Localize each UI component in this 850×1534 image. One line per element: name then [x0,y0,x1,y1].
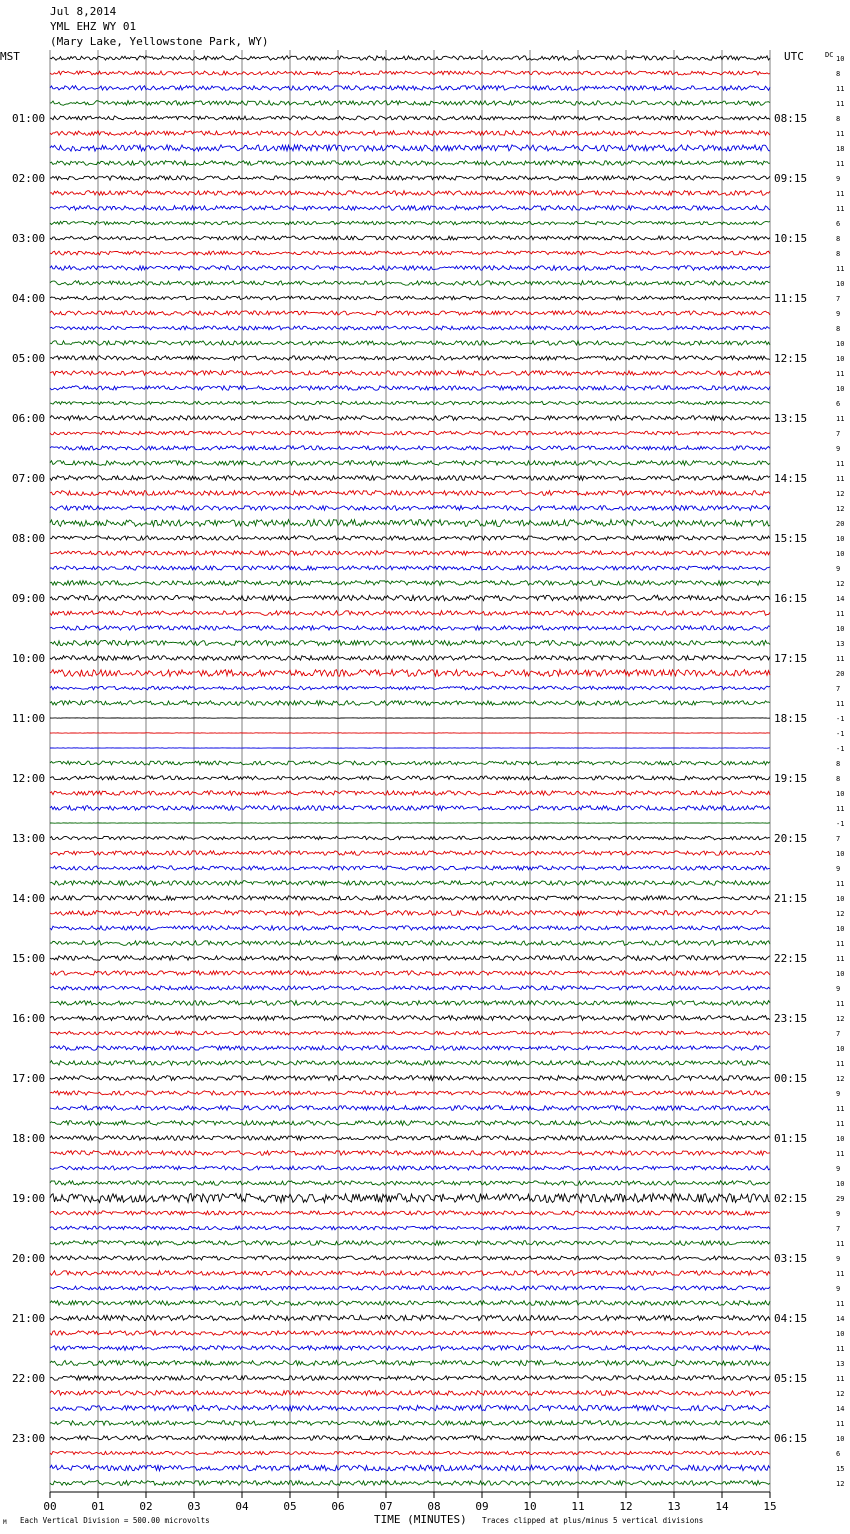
dc-offset-label: 8 [836,70,841,78]
seismic-trace [50,1226,770,1230]
utc-hour-label: 15:15 [774,532,808,545]
seismic-trace [50,956,770,961]
seismic-trace [50,296,770,300]
seismic-trace [50,626,770,630]
mst-hour-label: 18:00 [12,1132,46,1145]
seismic-trace [50,1016,770,1021]
x-tick-label: 00 [43,1500,57,1513]
dc-offset-label: 10 [836,550,845,558]
seismic-trace [50,551,770,555]
dc-offset-label: 11 [836,655,845,663]
seismic-trace [50,1194,770,1203]
mst-hour-label: 14:00 [12,892,46,905]
seismic-trace [50,476,770,481]
seismic-trace [50,701,770,706]
dc-offset-label: 10 [836,355,845,363]
dc-offset-label: 6 [836,1450,841,1458]
dc-offset-label: 10 [836,1330,845,1338]
dc-offset-label: 12 [836,580,845,588]
mst-hour-label: 05:00 [12,352,46,365]
seismic-trace [50,491,770,496]
dc-offset-label: 10 [836,1045,845,1053]
seismic-trace [50,401,770,404]
dc-offset-label: 14 [836,1405,845,1413]
dc-offset-label: 9 [836,1210,841,1218]
utc-hour-label: 14:15 [774,472,808,485]
seismic-trace [50,536,770,540]
dc-offset-label: 9 [836,1090,841,1098]
seismic-trace [50,911,770,916]
dc-offset-label: -1 [836,715,845,723]
seismic-trace [50,116,770,120]
header-location: (Mary Lake, Yellowstone Park, WY) [50,35,269,48]
seismic-trace [50,806,770,811]
seismic-trace [50,686,770,690]
x-tick-label: 04 [235,1500,249,1513]
dc-offset-label: 9 [836,565,841,573]
dc-offset-label: 20 [836,520,845,528]
dc-offset-label: 11 [836,460,845,468]
dc-offset-label: 9 [836,985,841,993]
seismic-trace [50,881,770,886]
dc-offset-label: 9 [836,1285,841,1293]
seismic-trace [50,281,770,285]
seismic-trace [50,896,770,900]
mst-hour-label: 08:00 [12,532,46,545]
dc-offset-label: 10 [836,340,845,348]
mst-hour-label: 09:00 [12,592,46,605]
dc-offset-label: 11 [836,700,845,708]
seismic-trace [50,416,770,421]
seismic-trace [50,506,770,511]
seismic-trace [50,71,770,75]
dc-offset-label: -1 [836,745,845,753]
dc-offset-label: 9 [836,310,841,318]
seismic-trace [50,371,770,376]
dc-label: DC [825,51,834,59]
dc-offset-label: 11 [836,1000,845,1008]
dc-offset-label: 12 [836,1390,845,1398]
utc-hour-label: 10:15 [774,232,808,245]
mst-hour-label: 04:00 [12,292,46,305]
dc-offset-label: 10 [836,790,845,798]
mst-hour-label: 15:00 [12,952,46,965]
seismic-trace [50,1106,770,1111]
dc-offset-label: 9 [836,1255,841,1263]
x-tick-label: 11 [571,1500,585,1513]
seismic-trace [50,971,770,975]
seismic-trace [50,145,770,151]
dc-offset-label: 6 [836,400,841,408]
dc-offset-label: 10 [836,895,845,903]
dc-offset-label: 7 [836,1030,841,1038]
utc-hour-label: 17:15 [774,652,808,665]
dc-offset-label: 11 [836,1375,845,1383]
seismic-trace [50,1360,770,1365]
utc-hour-label: 12:15 [774,352,808,365]
seismic-trace [50,1421,770,1426]
dc-offset-label: 9 [836,445,841,453]
seismic-trace [50,866,770,870]
seismic-trace [50,266,770,271]
dc-offset-label: 9 [836,1165,841,1173]
x-tick-label: 14 [715,1500,729,1513]
x-tick-label: 13 [667,1500,681,1513]
seismic-trace [50,86,770,91]
seismic-traces [50,55,844,1488]
utc-hour-label: 09:15 [774,172,808,185]
dc-offset-label: 7 [836,1225,841,1233]
dc-offset-label: 7 [836,685,841,693]
seismic-trace [50,356,770,360]
seismic-trace [50,431,770,435]
dc-offset-label: 11 [836,1105,845,1113]
dc-offset-label: 10 [836,1435,845,1443]
seismic-trace [50,1136,770,1140]
seismic-trace [50,1001,770,1006]
mst-hour-label: 03:00 [12,232,46,245]
dc-offset-label: 8 [836,115,841,123]
utc-hour-label: 06:15 [774,1432,808,1445]
seismic-trace [50,1166,770,1170]
dc-offset-label: 8 [836,235,841,243]
seismic-trace [50,1286,770,1290]
seismic-trace [50,1405,770,1410]
seismic-trace [50,851,770,855]
seismic-trace [50,1091,770,1095]
x-tick-label: 06 [331,1500,345,1513]
seismic-trace [50,1391,770,1396]
dc-offset-label: 10 [836,535,845,543]
dc-offset-label: 11 [836,370,845,378]
utc-hour-label: 01:15 [774,1132,808,1145]
dc-offset-label: 11 [836,1420,845,1428]
seismic-trace [50,761,770,765]
seismic-trace [50,191,770,196]
seismic-trace [50,446,770,450]
dc-offset-label: 11 [836,1240,845,1248]
seismic-trace [50,670,770,677]
header-date: Jul 8,2014 [50,5,117,18]
mst-hour-label: 01:00 [12,112,46,125]
dc-offset-label: 11 [836,1345,845,1353]
dc-offset-label: 11 [836,805,845,813]
mst-hour-label: 21:00 [12,1312,46,1325]
seismic-trace [50,1451,770,1454]
dc-offset-label: 7 [836,835,841,843]
utc-hour-label: 05:15 [774,1372,808,1385]
dc-offset-label: 9 [836,865,841,873]
seismic-trace [50,251,770,255]
seismic-trace [50,311,770,315]
seismic-trace [50,1121,770,1126]
seismic-trace [50,520,770,527]
seismic-trace [50,1436,770,1440]
dc-offset-label: 12 [836,505,845,513]
mst-hour-label: 07:00 [12,472,46,485]
seismic-trace [50,1211,770,1215]
dc-offset-label: 29 [836,1195,845,1203]
dc-offset-label: 11 [836,955,845,963]
dc-offset-label: 12 [836,490,845,498]
dc-offset-label: 8 [836,250,841,258]
seismic-trace [50,1151,770,1156]
dc-offset-label: 11 [836,1270,845,1278]
dc-offset-label: 8 [836,775,841,783]
dc-offset-label: -1 [836,820,845,828]
left-axis-title: MST [0,50,20,63]
seismic-trace [50,776,770,780]
utc-hour-label: 19:15 [774,772,808,785]
utc-hour-label: 21:15 [774,892,808,905]
dc-offset-label: 10 [836,850,845,858]
x-tick-label: 09 [475,1500,489,1513]
dc-offset-label: 11 [836,205,845,213]
utc-hour-label: 18:15 [774,712,808,725]
seismic-trace [50,461,770,466]
utc-hour-label: 20:15 [774,832,808,845]
mst-hour-label: 16:00 [12,1012,46,1025]
dc-offset-label: 11 [836,265,845,273]
utc-hour-label: 13:15 [774,412,808,425]
seismic-trace [50,1271,770,1276]
dc-offset-label: 11 [836,610,845,618]
seismic-trace [50,1376,770,1381]
seismic-trace [50,1465,770,1471]
footer-left-mark: M [3,1519,7,1526]
seismic-trace [50,236,770,240]
utc-hour-label: 04:15 [774,1312,808,1325]
utc-hour-label: 22:15 [774,952,808,965]
dc-offset-label: 10 [836,625,845,633]
seismic-trace [50,386,770,390]
utc-hour-label: 00:15 [774,1072,808,1085]
seismic-trace [50,611,770,616]
dc-offset-label: 12 [836,1015,845,1023]
dc-offset-label: 10 [836,970,845,978]
dc-offset-label: 11 [836,1150,845,1158]
x-tick-label: 03 [187,1500,201,1513]
dc-offset-label: 6 [836,220,841,228]
dc-offset-label: 20 [836,670,845,678]
seismic-trace [50,926,770,930]
seismic-trace [50,1241,770,1246]
dc-offset-label: 12 [836,1075,845,1083]
mst-hour-label: 02:00 [12,172,46,185]
dc-offset-label: 11 [836,1300,845,1308]
footer-clip-note: Traces clipped at plus/minus 5 vertical divisions [482,1516,704,1525]
dc-offset-label: 11 [836,85,845,93]
seismic-trace [50,206,770,211]
seismic-trace [50,791,770,795]
dc-offset-label: 7 [836,430,841,438]
x-tick-label: 07 [379,1500,393,1513]
mst-hour-label: 13:00 [12,832,46,845]
seismic-trace [50,56,770,60]
seismic-trace [50,1331,770,1335]
x-tick-label: 12 [619,1500,633,1513]
mst-hour-label: 23:00 [12,1432,46,1445]
dc-offset-label: 13 [836,640,845,648]
utc-hour-label: 08:15 [774,112,808,125]
seismic-trace [50,836,770,840]
dc-offset-label: 14 [836,595,845,603]
seismic-trace [50,176,770,180]
dc-offset-label: 11 [836,475,845,483]
seismic-trace [50,221,770,224]
x-tick-label: 10 [523,1500,537,1513]
dc-offset-label: 7 [836,295,841,303]
seismic-trace [50,131,770,136]
seismic-trace [50,566,770,570]
utc-hour-label: 03:15 [774,1252,808,1265]
seismic-trace [50,161,770,166]
dc-offset-label: 11 [836,415,845,423]
dc-offset-label: 10 [836,925,845,933]
seismic-trace [50,1315,770,1320]
seismic-trace [50,1076,770,1081]
dc-offset-label: 13 [836,1360,845,1368]
seismic-trace [50,640,770,645]
dc-offset-label: 11 [836,1120,845,1128]
dc-offset-label: 12 [836,910,845,918]
seismic-trace [50,1346,770,1351]
dc-offset-label: -1 [836,730,845,738]
utc-hour-label: 16:15 [774,592,808,605]
dc-offset-label: 14 [836,1315,845,1323]
dc-offset-label: 10 [836,1180,845,1188]
mst-hour-label: 11:00 [12,712,46,725]
seismic-trace [50,1061,770,1066]
dc-offset-label: 18 [836,145,845,153]
seismic-trace [50,581,770,586]
dc-offset-label: 15 [836,1465,845,1473]
x-axis-label: TIME (MINUTES) [374,1513,467,1526]
dc-offset-label: 10 [836,385,845,393]
dc-offset-label: 10 [836,1135,845,1143]
mst-hour-label: 06:00 [12,412,46,425]
mst-hour-label: 22:00 [12,1372,46,1385]
seismic-trace [50,341,770,345]
dc-offset-label: 10 [836,280,845,288]
footer-scale: Each Vertical Division = 500.00 microvolts [20,1516,210,1525]
mst-hour-label: 20:00 [12,1252,46,1265]
dc-offset-label: 11 [836,130,845,138]
utc-hour-label: 23:15 [774,1012,808,1025]
dc-offset-label: 10 [836,55,845,63]
seismic-trace [50,1481,770,1486]
mst-hour-label: 17:00 [12,1072,46,1085]
seismic-trace [50,326,770,330]
seismic-trace [50,1181,770,1185]
header-station: YML EHZ WY 01 [50,20,137,33]
dc-offset-label: 12 [836,1480,845,1488]
mst-hour-label: 12:00 [12,772,46,785]
seismic-trace [50,1301,770,1306]
seismic-trace [50,986,770,990]
dc-offset-label: 11 [836,1060,845,1068]
seismic-trace [50,1256,770,1260]
seismic-trace [50,1031,770,1035]
seismic-trace [50,1046,770,1050]
seismic-trace [50,941,770,946]
seismic-trace [50,101,770,106]
right-axis-title: UTC [784,50,804,63]
dc-offset-label: 11 [836,940,845,948]
mst-hour-label: 10:00 [12,652,46,665]
utc-hour-label: 02:15 [774,1192,808,1205]
dc-offset-label: 8 [836,760,841,768]
dc-offset-label: 11 [836,190,845,198]
x-tick-label: 05 [283,1500,297,1513]
seismic-trace [50,656,770,661]
seismic-trace [50,595,770,600]
x-tick-label: 15 [763,1500,777,1513]
x-tick-label: 02 [139,1500,153,1513]
x-tick-label: 01 [91,1500,105,1513]
mst-hour-label: 19:00 [12,1192,46,1205]
x-tick-label: 08 [427,1500,441,1513]
dc-offset-label: 9 [836,175,841,183]
dc-offset-label: 8 [836,325,841,333]
dc-offset-label: 11 [836,880,845,888]
dc-offset-label: 11 [836,100,845,108]
dc-offset-label: 11 [836,160,845,168]
utc-hour-label: 11:15 [774,292,808,305]
